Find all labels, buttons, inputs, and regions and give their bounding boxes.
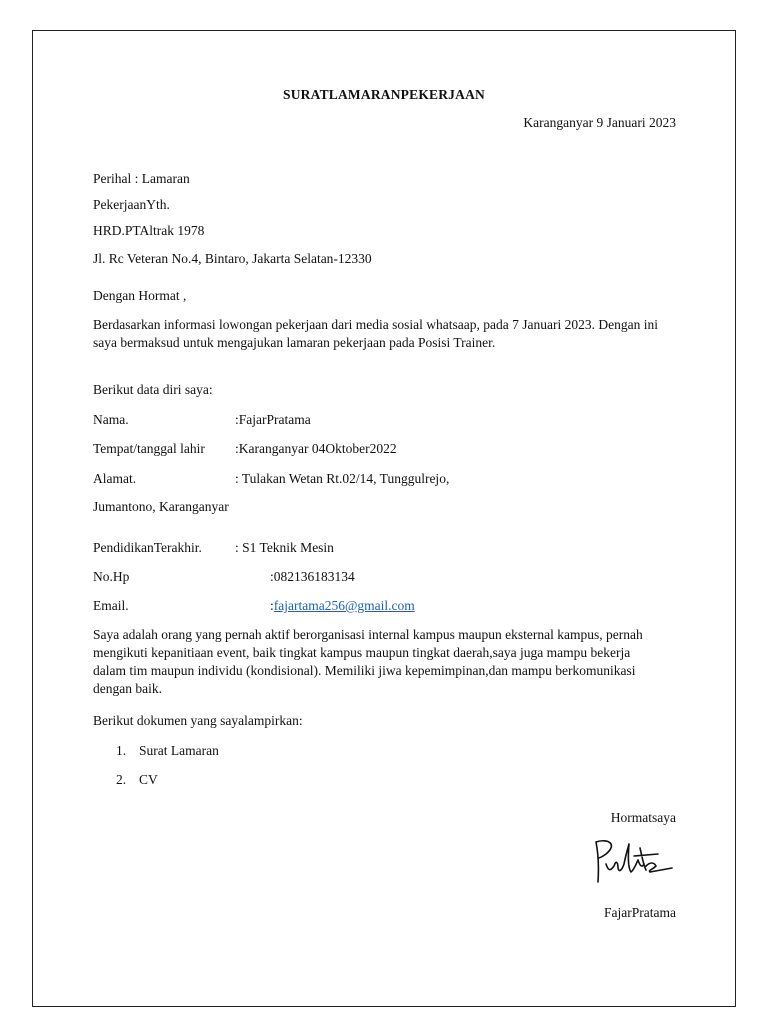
closing: Hormatsaya [610,810,676,825]
education-value: : S1 Teknik Mesin [235,540,334,555]
doc-item-2-label: CV [139,772,158,787]
address-continued: Jumantono, Karanganyar [93,499,229,514]
body-paragraph: Saya adalah orang yang pernah aktif berorganisasi internal kampus maupun eksternal kampus, pernah mengikuti kepanitiaan event, baik tingkat kampus maupun tingkat daerah,saya juga mampu bekerja dalam tim maupun individu (kondisional). Memiliki jiwa kepemimpinan,dan mampu berkomunikasi dengan baik. [93,627,643,696]
email-label: Email. [93,598,129,613]
address-value: : Tulakan Wetan Rt.02/14, Tunggulrejo, [235,471,450,486]
email-link[interactable]: fajartama256@gmail.com [273,598,415,613]
phone-value: :082136183134 [270,569,355,584]
doc-item-1-label: Surat Lamaran [139,743,219,758]
doc-item-1-number: 1. [116,743,127,758]
birth-label: Tempat/tanggal lahir [93,441,205,456]
name-label: Nama. [93,412,129,427]
docs-intro: Berikut dokumen yang sayalampirkan: [93,713,303,728]
recipient-line: HRD.PTAltrak 1978 [93,223,205,238]
signature-name: FajarPratama [604,905,676,920]
perihal-line: Perihal : Lamaran [93,171,190,186]
greeting: Dengan Hormat , [93,288,187,303]
address-label: Alamat. [93,471,137,486]
letter-title: SURATLAMARANPEKERJAAN [283,87,485,102]
letter-date: Karanganyar 9 Januari 2023 [523,115,676,130]
education-label: PendidikanTerakhir. [93,540,202,555]
intro-paragraph: Berdasarkan informasi lowongan pekerjaan dari media sosial whatsaap, pada 7 Januari 2023. Dengan ini saya bermaksud untuk mengajukan lamaran pekerjaan pada Posisi Trainer. [93,317,658,350]
email-colon: : [270,598,274,613]
recipient-address: Jl. Rc Veteran No.4, Bintaro, Jakarta Selatan-12330 [93,251,372,266]
email-field [270,597,415,615]
data-intro: Berikut data diri saya: [93,382,213,397]
signature-image [588,836,678,886]
doc-item-2-number: 2. [116,772,127,787]
birth-value: :Karanganyar 04Oktober2022 [235,441,397,456]
perihal-continued: PekerjaanYth. [93,197,170,212]
phone-label: No.Hp [93,569,130,584]
name-value: :FajarPratama [235,412,311,427]
